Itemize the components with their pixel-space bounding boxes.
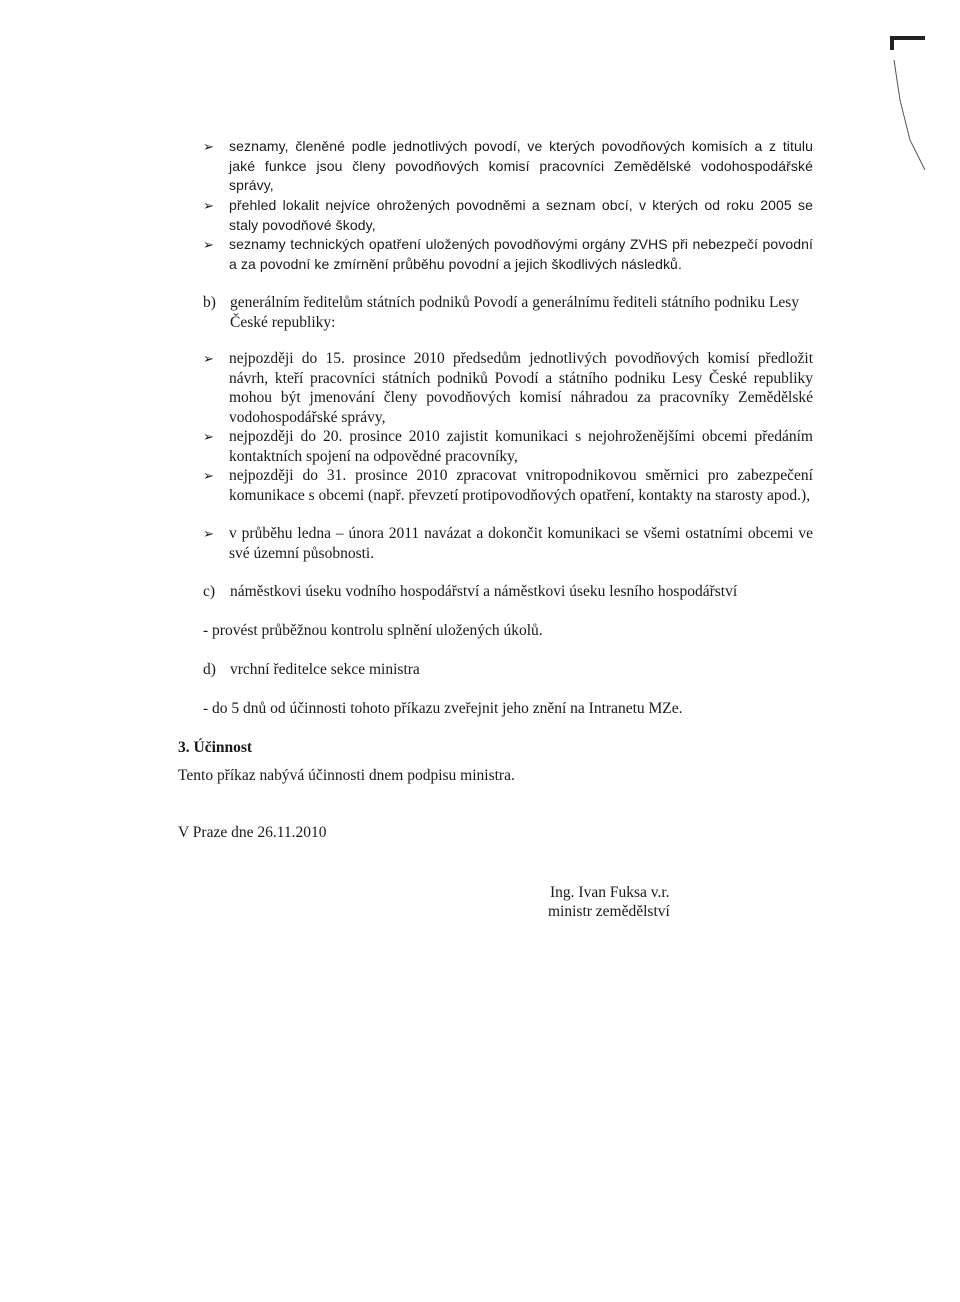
list-item: [203, 235, 813, 274]
list-item: [203, 427, 813, 466]
section-c-label: c): [203, 583, 216, 600]
scan-corner-mark: [880, 30, 940, 180]
list-item-text: seznamy technických opatření uložených povodňovými orgány ZVHS při nebezpečí povodní a za povodní ke zmírnění průběhu povodní a jejich škodlivých následků.: [229, 236, 813, 272]
list-item: [203, 196, 813, 235]
section-d: [203, 660, 818, 680]
place-date: V Praze dne 26.11.2010: [178, 824, 327, 841]
arrow-bullet-icon: ➢: [203, 198, 214, 213]
list-item: [203, 349, 813, 427]
list-item: [203, 466, 813, 505]
section-b-label: b): [203, 294, 216, 311]
list-item-text: v průběhu ledna – února 2011 navázat a dokončit komunikaci se všemi ostatními obcemi ve své územní působnosti.: [229, 525, 813, 562]
section-b: [203, 293, 818, 332]
effect-text: Tento příkaz nabývá účinnosti dnem podpisu ministra.: [178, 767, 515, 784]
section-b-text: generálním ředitelům státních podniků Povodí a generálnímu řediteli státního podniku Lesy České republiky:: [230, 294, 800, 331]
arrow-bullet-icon: ➢: [203, 526, 214, 541]
section-c: [203, 582, 818, 602]
signature-title: ministr zemědělství: [548, 903, 670, 920]
list-item: [203, 524, 813, 563]
arrow-bullet-icon: ➢: [203, 468, 214, 483]
section-c-task: - provést průběžnou kontrolu splnění uložených úkolů.: [203, 622, 543, 639]
arrow-bullet-icon: ➢: [203, 429, 214, 444]
arrow-bullet-icon: ➢: [203, 237, 214, 252]
list-item-text: přehled lokalit nejvíce ohrožených povodněmi a seznam obcí, v kterých od roku 2005 se staly povodňové škody,: [229, 197, 813, 233]
section-heading: 3. Účinnost: [178, 739, 253, 756]
list-item-text: nejpozději do 31. prosince 2010 zpracovat vnitropodnikovou směrnici pro zabezpečení komunikace s obcemi (např. převzetí protipovodňových opatření, kontakty na starosty apod.),: [229, 467, 813, 504]
section-c-text: náměstkovi úseku vodního hospodářství a náměstkovi úseku lesního hospodářství: [230, 583, 738, 600]
arrow-bullet-icon: ➢: [203, 351, 214, 366]
list-item-text: nejpozději do 20. prosince 2010 zajistit komunikaci s nejohroženějšími obcemi předáním kontaktních spojení na odpovědné pracovníky,: [229, 428, 813, 465]
section-d-text: vrchní ředitelce sekce ministra: [230, 661, 420, 678]
signature-name: Ing. Ivan Fuksa v.r.: [550, 884, 670, 901]
section-d-label: d): [203, 661, 216, 678]
section-d-task: - do 5 dnů od účinnosti tohoto příkazu zveřejnit jeho znění na Intranetu MZe.: [203, 700, 683, 717]
list-item-text: seznamy, členěné podle jednotlivých povodí, ve kterých povodňových komisích a z titulu jaké funkce jsou členy povodňových komisí pracovníci Zemědělské vodohospodářské správy,: [229, 138, 813, 193]
list-item: [203, 137, 813, 196]
list-item-text: nejpozději do 15. prosince 2010 předsedům jednotlivých povodňových komisí předložit návrh, kteří pracovníci státních podniků Povodí a státního podniku Lesy České republiky mohou být jmenování členy povodňových komisí náhradou za pracovníky Zemědělské vodohospodářské správy,: [229, 350, 813, 426]
arrow-bullet-icon: ➢: [203, 139, 214, 154]
